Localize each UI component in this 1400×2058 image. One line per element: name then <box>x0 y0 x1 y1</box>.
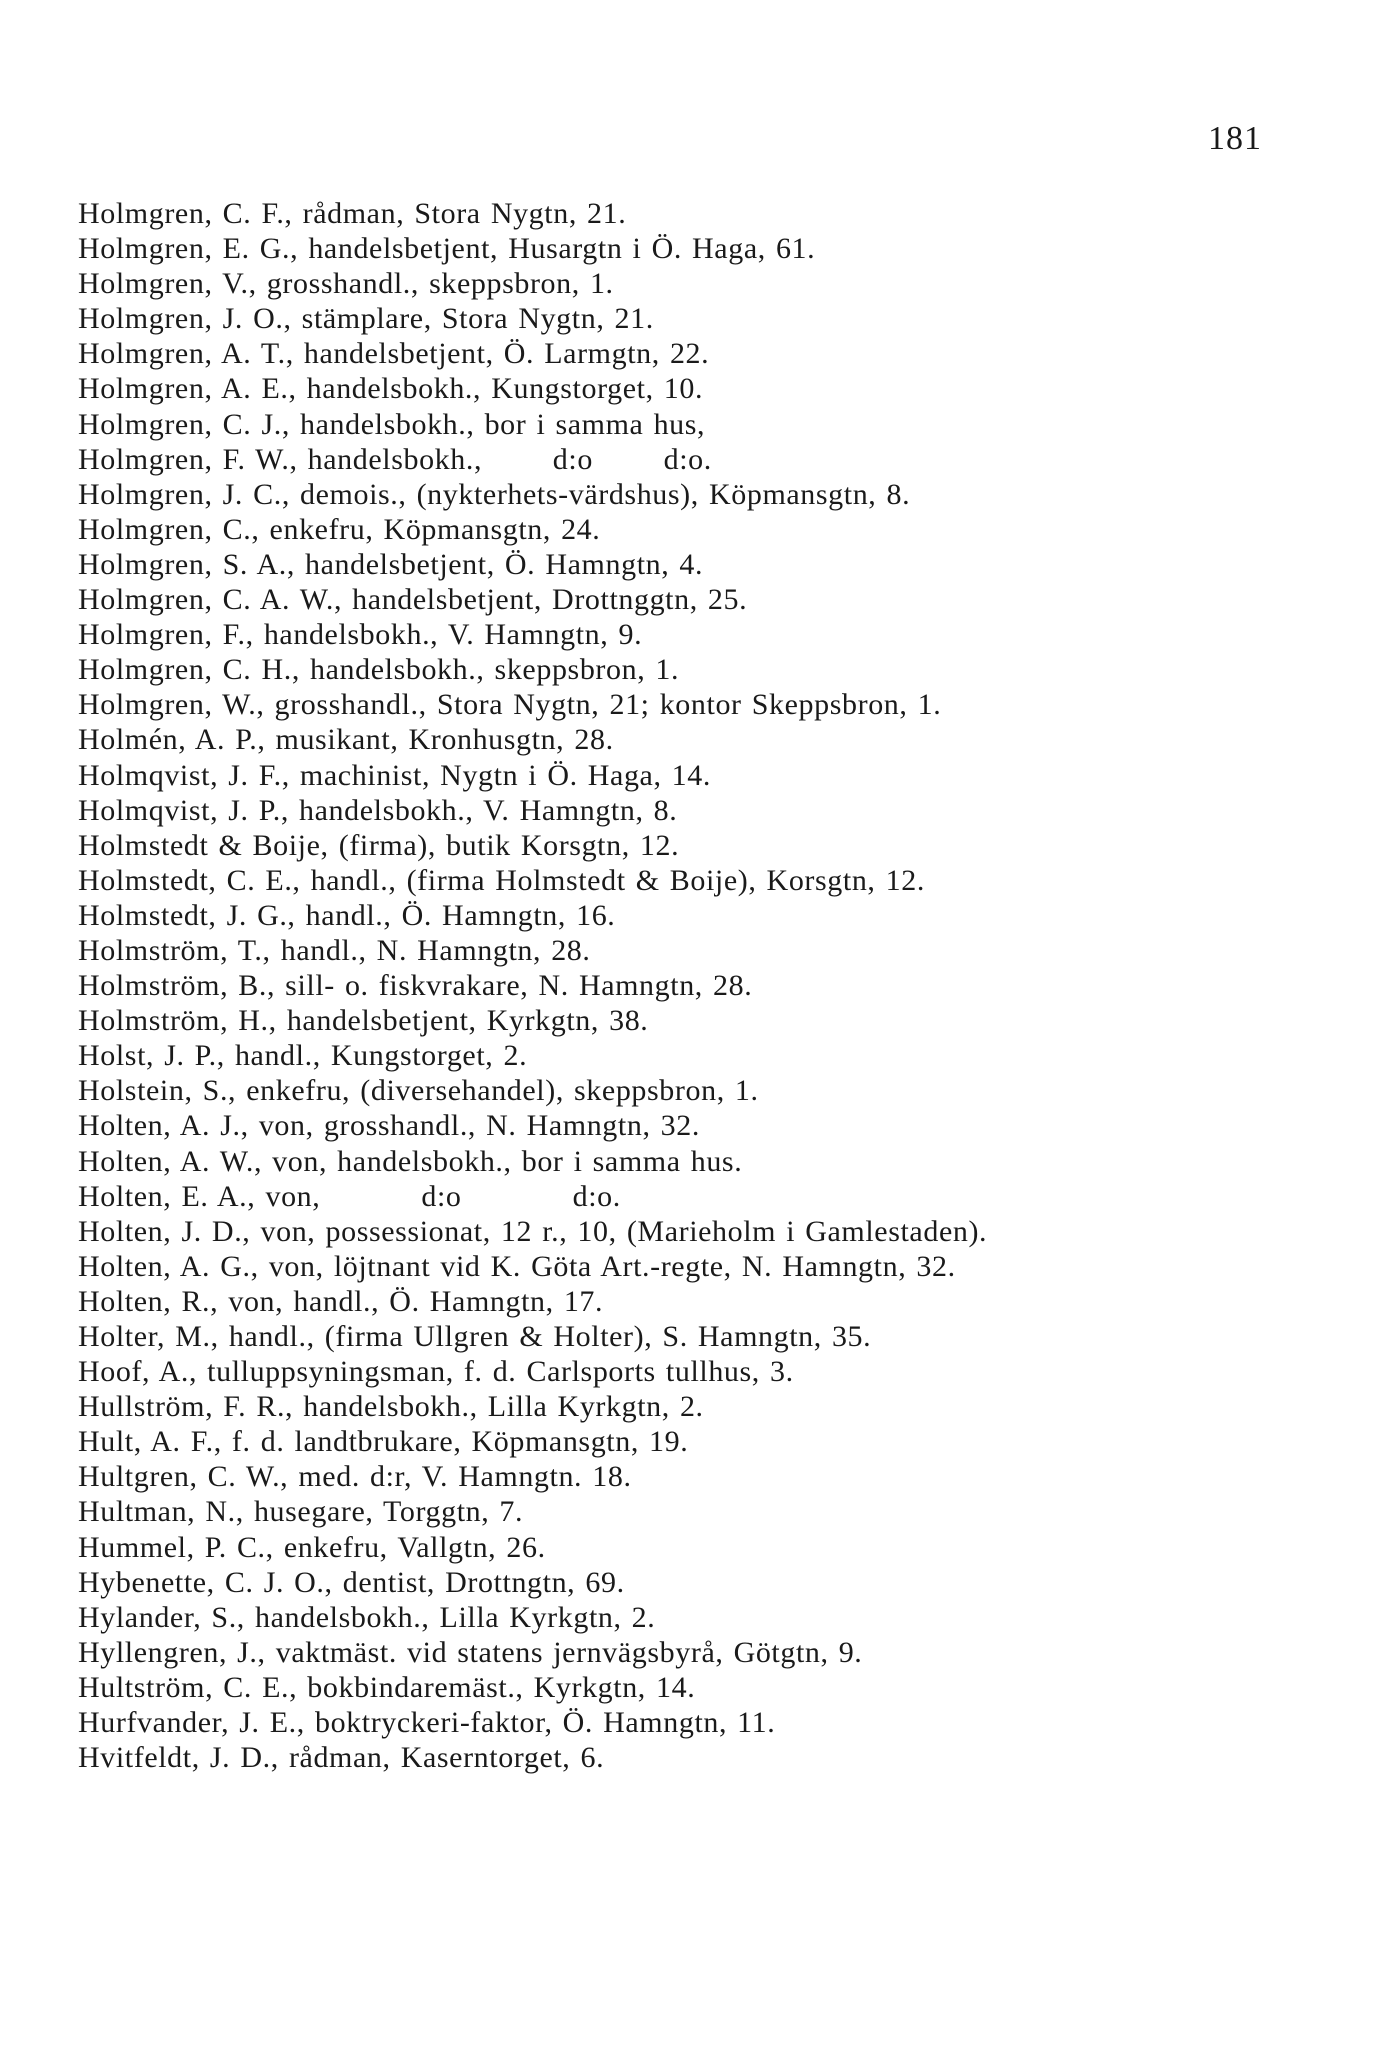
entry-line: Holmström, B., sill- o. fiskvrakare, N. Hamngtn, 28. <box>78 969 753 1003</box>
entry-line: Hultman, N., husegare, Torggtn, 7. <box>78 1495 524 1529</box>
entry-line: Holmgren, J. C., demois., (nykterhets-värdshus), Köpmansgtn, 8. <box>78 477 911 511</box>
entry-line: Holmgren, F., handelsbokh., V. Hamngtn, 9. <box>78 618 643 652</box>
entry-line: Hullström, F. R., handelsbokh., Lilla Kyrkgtn, 2. <box>78 1390 704 1424</box>
entry-line: Hoof, A., tulluppsyningsman, f. d. Carlsports tullhus, 3. <box>78 1355 794 1389</box>
entry-line: Holmgren, S. A., handelsbetjent, Ö. Hamngtn, 4. <box>78 547 704 581</box>
entry-line: Hvitfeldt, J. D., rådman, Kaserntorget, 6. <box>78 1741 605 1775</box>
entry-line: Holmgren, F. W., handelsbokh., d:o d:o. <box>78 442 712 476</box>
entry-line: Holmstedt, C. E., handl., (firma Holmstedt & Boije), Korsgtn, 12. <box>78 863 925 897</box>
entry-line: Holmgren, A. E., handelsbokh., Kungstorget, 10. <box>78 372 704 406</box>
entry-line: Holmström, H., handelsbetjent, Kyrkgtn, 38. <box>78 1004 649 1038</box>
entry-line: Holmstedt & Boije, (firma), butik Korsgtn, 12. <box>78 828 680 862</box>
entry-line: Hult, A. F., f. d. landtbrukare, Köpmansgtn, 19. <box>78 1425 689 1459</box>
entry-line: Holmström, T., handl., N. Hamngtn, 28. <box>78 933 591 967</box>
entry-line: Holmén, A. P., musikant, Kronhusgtn, 28. <box>78 723 614 757</box>
entry-line: Holmgren, C. F., rådman, Stora Nygtn, 21. <box>78 197 627 230</box>
directory-entries <box>78 196 1278 1775</box>
entry-line: Holten, A. W., von, handelsbokh., bor i samma hus. <box>78 1144 743 1178</box>
entry-line: Holmstedt, J. G., handl., Ö. Hamngtn, 16. <box>78 898 616 932</box>
entry-line: Holten, R., von, handl., Ö. Hamngtn, 17. <box>78 1284 604 1318</box>
entry-line: Holten, E. A., von, d:o d:o. <box>78 1179 621 1213</box>
entry-line: Holten, A. J., von, grosshandl., N. Hamngtn, 32. <box>78 1109 700 1143</box>
entry-line: Holmgren, C., enkefru, Köpmansgtn, 24. <box>78 512 601 546</box>
entry-line: Holstein, S., enkefru, (diversehandel), skeppsbron, 1. <box>78 1074 759 1108</box>
entry-line: Hultgren, C. W., med. d:r, V. Hamngtn. 18. <box>78 1460 632 1494</box>
entry-line: Holmgren, C. A. W., handelsbetjent, Drottnggtn, 25. <box>78 583 748 617</box>
entry-line: Holmgren, A. T., handelsbetjent, Ö. Larmgtn, 22. <box>78 337 710 371</box>
entry-line: Hyllengren, J., vaktmäst. vid statens jernvägsbyrå, Götgtn, 9. <box>78 1635 863 1669</box>
entry-line: Holmgren, J. O., stämplare, Stora Nygtn, 21. <box>78 302 654 336</box>
entry-line: Hultström, C. E., bokbindaremäst., Kyrkgtn, 14. <box>78 1670 696 1704</box>
entry-line: Holst, J. P., handl., Kungstorget, 2. <box>78 1039 528 1073</box>
entry-line: Holmgren, C. J., handelsbokh., bor i samma hus, <box>78 407 706 441</box>
entry-line: Holten, J. D., von, possessionat, 12 r., 10, (Marieholm i Gamlestaden). <box>78 1214 988 1248</box>
entry-line: Holmgren, W., grosshandl., Stora Nygtn, 21; kontor Skeppsbron, 1. <box>78 688 942 722</box>
entry-line: Holmgren, V., grosshandl., skeppsbron, 1. <box>78 267 614 301</box>
entry-line: Hurfvander, J. E., boktryckeri-faktor, Ö. Hamngtn, 11. <box>78 1706 776 1740</box>
entry-line: Holmqvist, J. F., machinist, Nygtn i Ö. Haga, 14. <box>78 758 711 792</box>
entry-line: Holter, M., handl., (firma Ullgren & Holter), S. Hamngtn, 35. <box>78 1320 872 1353</box>
entry-line: Holmgren, E. G., handelsbetjent, Husargtn i Ö. Haga, 61. <box>78 232 816 266</box>
entry-line: Holten, A. G., von, löjtnant vid K. Göta Art.-regte, N. Hamngtn, 32. <box>78 1249 956 1283</box>
page-number: 181 <box>1208 120 1262 157</box>
entry-line: Hylander, S., handelsbokh., Lilla Kyrkgtn, 2. <box>78 1600 656 1634</box>
entry-line: Hummel, P. C., enkefru, Vallgtn, 26. <box>78 1530 546 1564</box>
entry-line: Hybenette, C. J. O., dentist, Drottngtn, 69. <box>78 1565 625 1599</box>
entry-line: Holmgren, C. H., handelsbokh., skeppsbron, 1. <box>78 653 680 687</box>
entry-line: Holmqvist, J. P., handelsbokh., V. Hamngtn, 8. <box>78 793 678 827</box>
